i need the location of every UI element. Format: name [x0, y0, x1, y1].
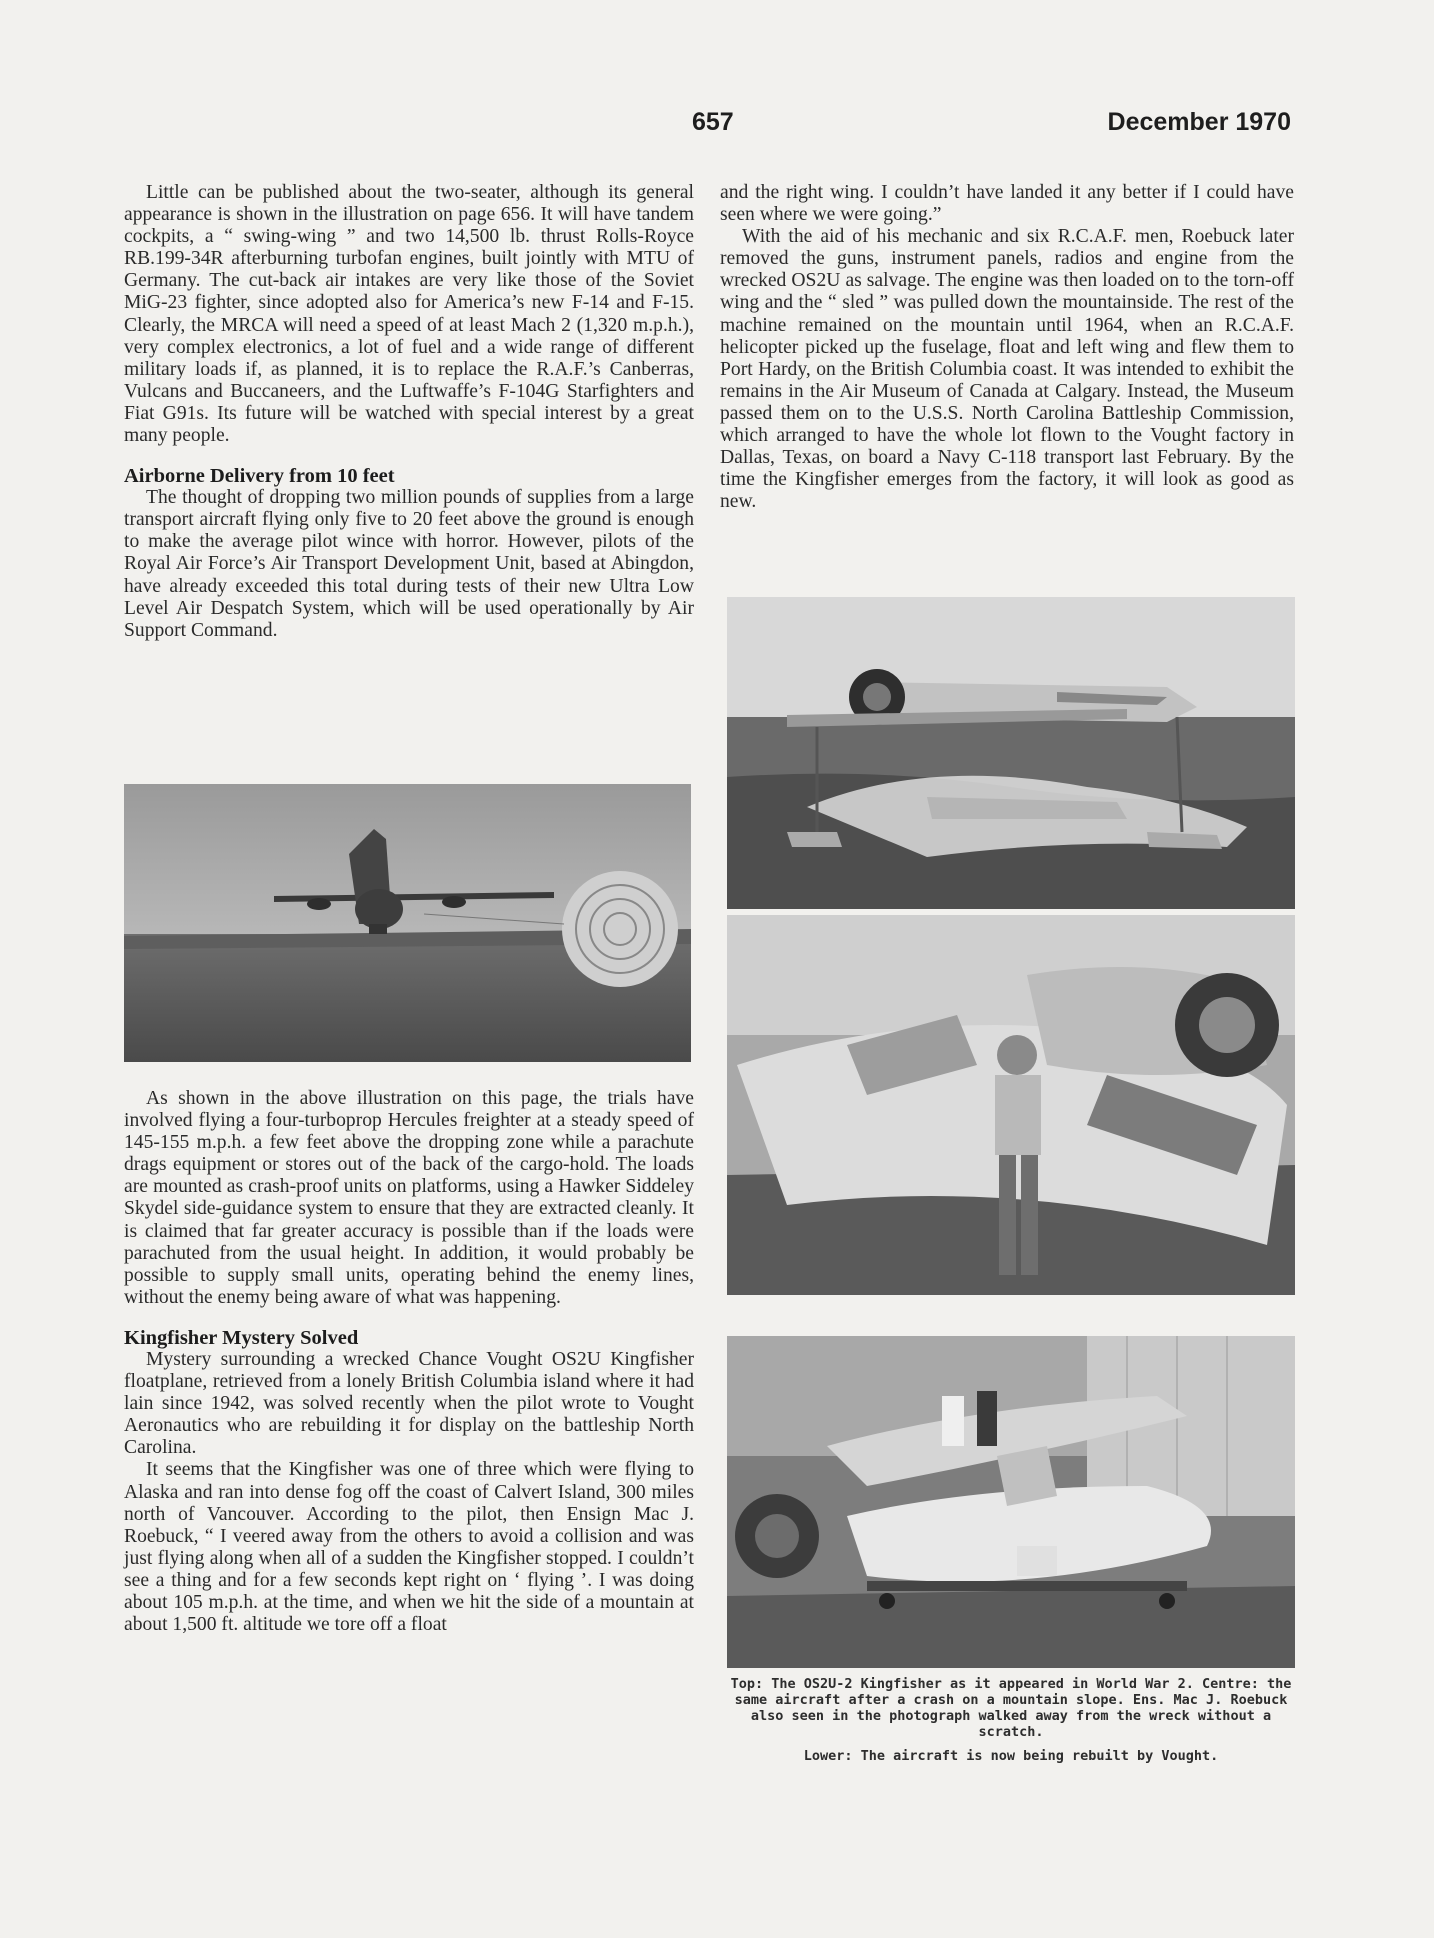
kingfisher-paragraph-1: Mystery surrounding a wrecked Chance Vought OS2U Kingfisher floatplane, retrieved from a lonely British Columbia island where it had lain since 1942, was solved recently when the pilot wrote to Vought Aeronautics who are rebuilding it for display on the battleship North Carolina. — [124, 1348, 694, 1459]
page-number: 657 — [692, 108, 734, 136]
caption-top: Top: The OS2U-2 Kingfisher as it appeared in World War 2. Centre: the same aircraft after a crash on a mountain slope. Ens. Mac J. Roebuck also seen in the photograph walked away from the wreck without a scratch. — [730, 1676, 1292, 1740]
kingfisher-floatplane-photo — [727, 597, 1295, 909]
wreck-with-pilot-photo — [727, 915, 1295, 1295]
kingfisher-paragraph-2: It seems that the Kingfisher was one of three which were flying to Alaska and ran into dense fog off the coast of Calvert Island, 300 miles north of Vancouver. According to the pilot, then Ensign Mac J. Roebuck, “ I veered away from the others to avoid a collision and was just flying along when all of a sudden the Kingfisher stopped. I couldn’t see a thing and for a few seconds kept right on ‘ flying ’. I was doing about 105 m.p.h. at the time, and when we hit the side of a mountain at about 1,500 ft. altitude we tore off a float — [124, 1459, 694, 1636]
page-date: December 1970 — [1107, 108, 1291, 136]
hercules-photo — [124, 784, 691, 1062]
caption-lower: Lower: The aircraft is now being rebuilt by Vought. — [803, 1748, 1219, 1764]
quote-end-paragraph: and the right wing. I couldn’t have landed it any better if I could have seen where we were going.” — [720, 182, 1294, 226]
airborne-heading: Airborne Delivery from 10 feet — [124, 465, 395, 488]
airborne-paragraph-1: The thought of dropping two million pounds of supplies from a large transport aircraft flying only five to 20 feet above the ground is enough to make the average pilot wince with horror. However, pilots of the Royal Air Force’s Air Transport Development Unit, based at Abingdon, have already exceeded this total during tests of their new Ultra Low Level Air Despatch System, which will be used operationally by Air Support Command. — [124, 487, 694, 641]
kingfisher-heading: Kingfisher Mystery Solved — [124, 1326, 359, 1349]
left-column-bottom — [124, 1088, 694, 1636]
right-column-text — [720, 182, 1294, 513]
photo-caption — [725, 1676, 1297, 1764]
airborne-paragraph-2: As shown in the above illustration on this page, the trials have involved flying a four-turboprop Hercules freighter at a steady speed of 145-155 m.p.h. a few feet above the dropping zone while a parachute drags equipment or stores out of the back of the cargo-hold. The loads are mounted as crash-proof units on platforms, using a Hawker Siddeley Skydel side-guidance system to ensure that they are extracted cleanly. It is claimed that far greater accuracy is possible than if the loads were parachuted from the usual height. In addition, it would probably be possible to supply small units, operating behind the enemy lines, without the enemy being aware of what was happening. — [124, 1088, 694, 1308]
salvage-paragraph: With the aid of his mechanic and six R.C.A.F. men, Roebuck later removed the guns, instrument panels, radios and engine from the wrecked OS2U as salvage. The engine was then loaded on to the torn-off wing and the “ sled ” was pulled down the mountainside. The rest of the machine remained on the mountain until 1964, when an R.C.A.F. helicopter picked up the fuselage, float and left wing and flew them to Port Hardy, on the British Columbia coast. It was intended to exhibit the remains in the Air Museum of Canada at Calgary. Instead, the Museum passed them on to the U.S.S. North Carolina Battleship Commission, which arranged to have the whole lot flown to the Vought factory in Dallas, Texas, on board a Navy C-118 transport last February. By the time the Kingfisher emerges from the factory, it will look as good as new. — [720, 226, 1294, 513]
left-column-top — [124, 182, 694, 642]
rebuild-factory-photo — [727, 1336, 1295, 1668]
mrca-paragraph: Little can be published about the two-seater, although its general appearance is shown in the illustration on page 656. It will have tandem cockpits, a “ swing-wing ” and two 14,500 lb. thrust Rolls-Royce RB.199-34R afterburning turbofan engines, built jointly with MTU of Germany. The cut-back air intakes are very like those of the Soviet MiG-23 fighter, since adopted also for America’s new F-14 and F-15. Clearly, the MRCA will need a speed of at least Mach 2 (1,320 m.p.h.), very complex electronics, a lot of fuel and a wide range of different military loads if, as planned, it is to replace the R.A.F.’s Canberras, Vulcans and Buccaneers, and the Luftwaffe’s F-104G Starfighters and Fiat G91s. Its future will be watched with special interest by a great many people. — [124, 182, 694, 447]
